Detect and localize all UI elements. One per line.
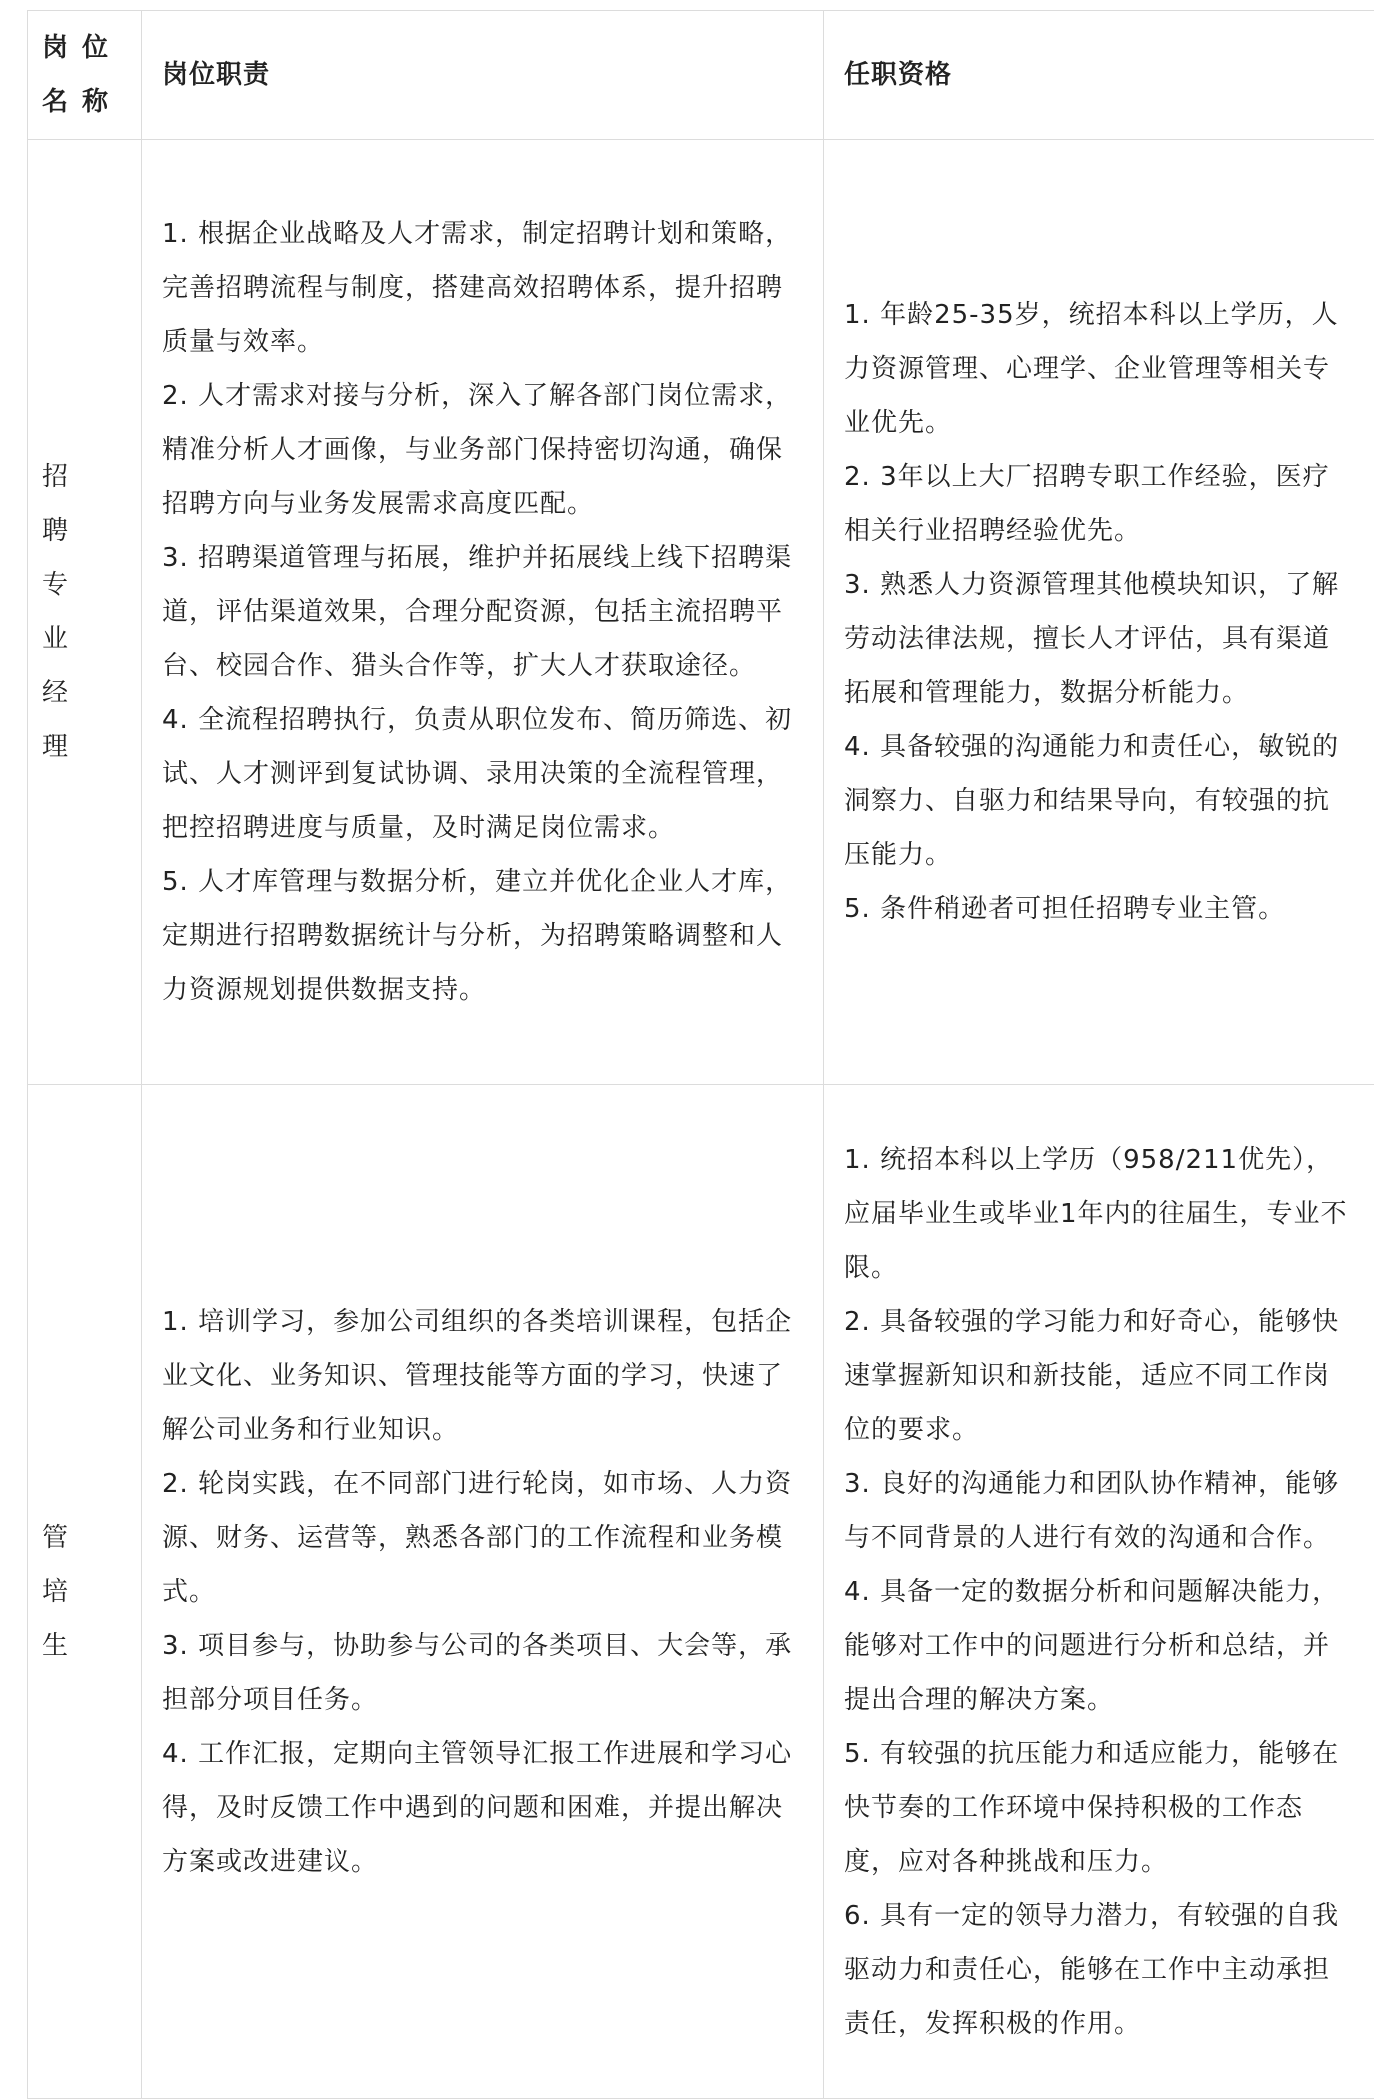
qualification-item: 3. 熟悉人力资源管理其他模块知识，了解劳动法律法规，擅长人才评估，具有渠道拓展和管理能力，数据分析能力。 (844, 558, 1354, 720)
duty-item: 3. 招聘渠道管理与拓展，维护并拓展线上线下招聘渠道，评估渠道效果，合理分配资源，包括主流招聘平台、校园合作、猎头合作等，扩大人才获取途径。 (162, 531, 803, 693)
duty-item: 2. 轮岗实践，在不同部门进行轮岗，如市场、人力资源、财务、运营等，熟悉各部门的工作流程和业务模式。 (162, 1457, 803, 1619)
duty-item: 1. 根据企业战略及人才需求，制定招聘计划和策略，完善招聘流程与制度，搭建高效招聘体系，提升招聘质量与效率。 (162, 207, 803, 369)
job-table (27, 10, 1374, 2099)
duty-item: 1. 培训学习，参加公司组织的各类培训课程，包括企业文化、业务知识、管理技能等方面的学习，快速了解公司业务和行业知识。 (162, 1295, 803, 1457)
qualification-item: 2. 具备较强的学习能力和好奇心，能够快速掌握新知识和新技能，适应不同工作岗位的要求。 (844, 1295, 1354, 1457)
qualification-item: 6. 具有一定的领导力潜力，有较强的自我驱动力和责任心，能够在工作中主动承担责任，发挥积极的作用。 (844, 1889, 1354, 2051)
header-qualifications: 任职资格 (824, 11, 1374, 140)
duties-cell (142, 140, 824, 1085)
table-row (28, 1085, 1374, 2099)
table-header-row (28, 11, 1374, 140)
qualification-item: 3. 良好的沟通能力和团队协作精神，能够与不同背景的人进行有效的沟通和合作。 (844, 1457, 1354, 1565)
qualification-item: 1. 统招本科以上学历（958/211优先），应届毕业生或毕业1年内的往届生，专业不限。 (844, 1133, 1354, 1295)
qualification-item: 5. 有较强的抗压能力和适应能力，能够在快节奏的工作环境中保持积极的工作态度，应对各种挑战和压力。 (844, 1727, 1354, 1889)
qualification-item: 4. 具备较强的沟通能力和责任心，敏锐的洞察力、自驱力和结果导向，有较强的抗压能力。 (844, 720, 1354, 882)
qualification-item: 5. 条件稍逊者可担任招聘专业主管。 (844, 882, 1354, 936)
qualifications-cell (824, 1085, 1374, 2099)
duty-item: 2. 人才需求对接与分析，深入了解各部门岗位需求，精准分析人才画像，与业务部门保持密切沟通，确保招聘方向与业务发展需求高度匹配。 (162, 369, 803, 531)
table-row (28, 140, 1374, 1085)
qualification-item: 1. 年龄25-35岁，统招本科以上学历，人力资源管理、心理学、企业管理等相关专业优先。 (844, 288, 1354, 450)
qualification-item: 2. 3年以上大厂招聘专职工作经验，医疗相关行业招聘经验优先。 (844, 450, 1354, 558)
qualifications-cell (824, 140, 1374, 1085)
duties-cell (142, 1085, 824, 2099)
header-position: 岗位名称 (28, 11, 142, 140)
duty-item: 5. 人才库管理与数据分析，建立并优化企业人才库，定期进行招聘数据统计与分析，为招聘策略调整和人力资源规划提供数据支持。 (162, 855, 803, 1017)
duty-item: 3. 项目参与，协助参与公司的各类项目、大会等，承担部分项目任务。 (162, 1619, 803, 1727)
position-name: 招聘专业经理 (28, 140, 142, 1085)
duty-item: 4. 全流程招聘执行，负责从职位发布、简历筛选、初试、人才测评到复试协调、录用决策的全流程管理，把控招聘进度与质量，及时满足岗位需求。 (162, 693, 803, 855)
header-duties: 岗位职责 (142, 11, 824, 140)
duty-item: 4. 工作汇报，定期向主管领导汇报工作进展和学习心得，及时反馈工作中遇到的问题和困难，并提出解决方案或改进建议。 (162, 1727, 803, 1889)
position-name: 管培生 (28, 1085, 142, 2099)
qualification-item: 4. 具备一定的数据分析和问题解决能力，能够对工作中的问题进行分析和总结，并提出合理的解决方案。 (844, 1565, 1354, 1727)
